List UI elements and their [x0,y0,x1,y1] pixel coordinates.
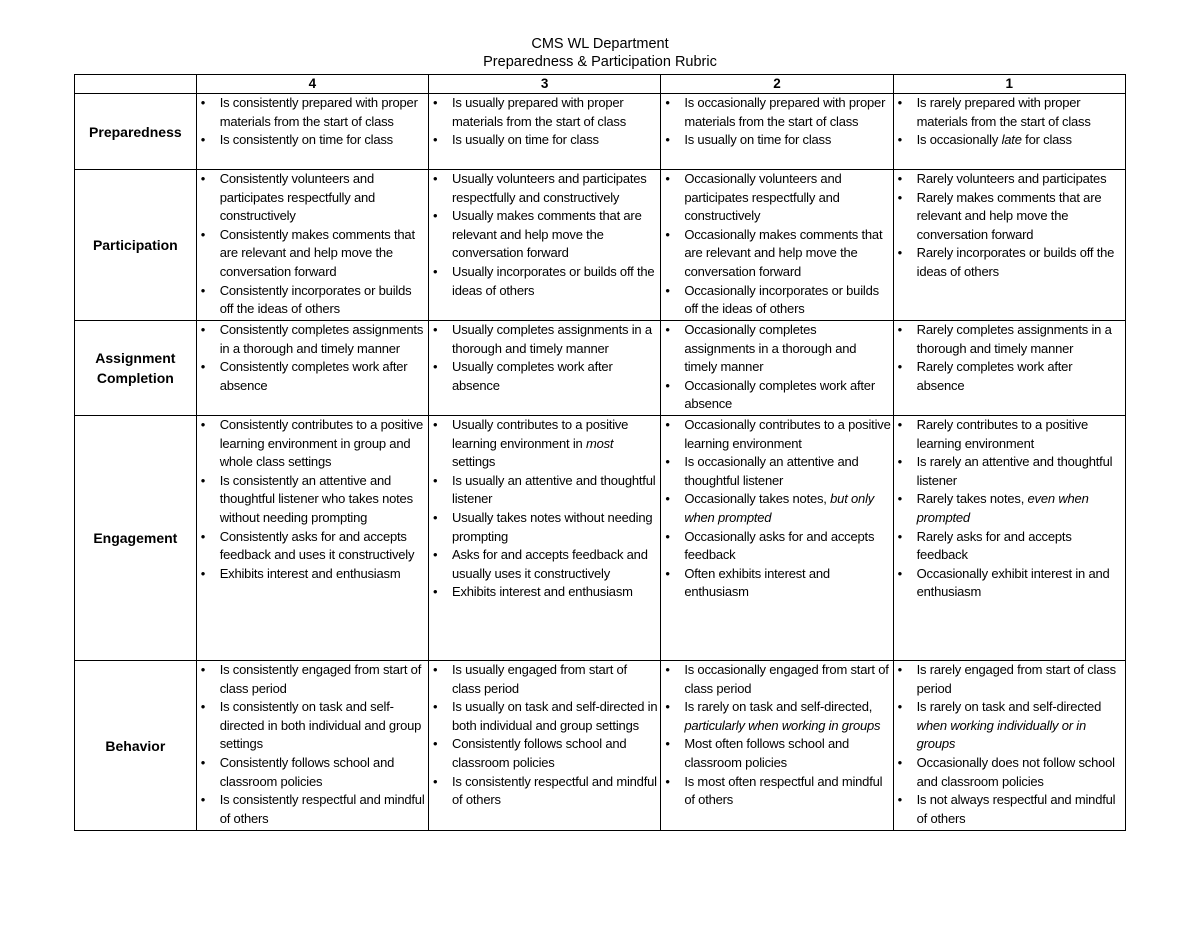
criterion-item [429,546,658,583]
header-row [75,75,1126,94]
criterion-item [429,509,658,546]
criterion-text: Rarely completes work after absence [916,359,1073,393]
criterion-item [429,321,658,358]
rubric-cell-score-4 [196,94,428,170]
header-cell-score-4: 4 [196,75,428,94]
criterion-item [429,735,658,772]
criterion-item [894,358,1123,395]
criterion-item [894,754,1123,791]
criterion-text: Usually makes comments that are relevant and help move the conversation forward [452,208,642,261]
criteria-list [197,170,428,319]
criterion-text: Consistently makes comments that are relevant and help move the conversation forward [219,226,415,279]
criterion-item [429,207,658,263]
criterion-text: Exhibits interest and enthusiasm [452,584,633,600]
criterion-text: Rarely takes notes, [916,491,1028,507]
criterion-text: Is occasionally engaged from start of class period [684,662,889,696]
criteria-list [197,661,428,828]
criterion-item [429,661,658,698]
criterion-item [197,754,426,791]
criterion-text: Is usually on task and self-directed in both individual and group settings [452,699,658,733]
criterion-item [661,321,890,377]
criterion-item [661,698,890,735]
criterion-item [197,791,426,828]
criterion-item [661,528,890,565]
criterion-item [894,416,1123,453]
criterion-text: Occasionally incorporates or builds off the ideas of others [684,282,879,317]
rubric-cell-score-3 [429,170,661,321]
rubric-cell-score-3 [429,94,661,170]
criterion-text: Consistently completes work after absence [219,359,408,393]
rubric-cell-score-1 [893,321,1125,416]
criterion-text: Occasionally completes work after absence [684,377,875,412]
criteria-list [429,661,660,810]
criterion-text: Often exhibits interest and enthusiasm [684,565,830,600]
rubric-cell-score-1 [893,170,1125,321]
criterion-item [197,358,426,395]
criterion-item [661,490,890,527]
criterion-text: Usually contributes to a positive learning environment in [452,417,629,451]
criteria-list [429,170,660,300]
criterion-text: Rarely volunteers and participates [916,171,1107,186]
criterion-text: Is usually an attentive and thoughtful listener [452,472,656,507]
criterion-item [197,528,426,565]
criterion-item [429,263,658,300]
criteria-list [661,94,892,150]
criterion-text: Usually completes work after absence [452,359,613,393]
criterion-text: Is occasionally an attentive and thoughtful listener [684,454,859,488]
criterion-item [894,661,1123,698]
criterion-text: Consistently volunteers and participates respectfully and constructively [219,171,376,224]
criterion-text: Usually incorporates or builds off the ideas of others [452,263,655,298]
criterion-text: Most often follows school and classroom policies [684,736,850,770]
criterion-item [894,490,1123,527]
criterion-text: Is consistently on time for class [219,132,393,148]
criterion-text: Consistently incorporates or builds off the ideas of others [219,282,412,317]
rubric-cell-score-4 [196,170,428,321]
criterion-item [894,94,1123,131]
criterion-item [429,131,658,150]
criterion-item [197,321,426,358]
rubric-cell-score-3 [429,416,661,661]
criterion-item [894,453,1123,490]
criterion-text: Rarely contributes to a positive learning environment [916,417,1088,451]
criterion-item [661,226,890,282]
criterion-text-italic: particularly when working in groups [684,717,881,733]
criteria-list [661,170,892,319]
criteria-list [894,321,1125,395]
criterion-text: Consistently completes assignments in a thorough and timely manner [219,322,424,356]
criterion-text: Rarely asks for and accepts feedback [916,528,1072,563]
criterion-text: Is usually prepared with proper materials from the start of class [452,95,627,129]
category-label: Participation [75,170,197,321]
criteria-list [661,321,892,414]
criteria-list [894,170,1125,282]
criterion-item [197,131,426,150]
criterion-item [894,321,1123,358]
category-label: Engagement [75,416,197,661]
rubric-cell-score-4 [196,321,428,416]
criterion-item [197,226,426,282]
criteria-list [429,321,660,395]
criterion-text: Consistently follows school and classroom policies [452,736,627,770]
criterion-text: Is rarely prepared with proper materials from the start of class [916,95,1091,129]
criteria-list [894,94,1125,150]
header-cell-score-2: 2 [661,75,893,94]
criteria-list [197,321,428,395]
criteria-list [661,416,892,602]
criterion-text: Usually takes notes without needing prompting [452,509,653,544]
criterion-text: Is rarely engaged from start of class period [916,662,1116,696]
criterion-item [661,94,890,131]
category-label: Preparedness [75,94,197,170]
criterion-item [429,94,658,131]
criterion-text: Is usually on time for class [452,132,599,148]
rubric-row-behavior [75,661,1126,831]
criterion-text: Consistently contributes to a positive learning environment in group and whole class settings [219,417,424,470]
header-cell-score-3: 3 [429,75,661,94]
criterion-item [661,377,890,414]
rubric-row-participation [75,170,1126,321]
criterion-text: Is rarely on task and self-directed [916,699,1102,715]
criterion-text: Is occasionally prepared with proper materials from the start of class [684,95,886,129]
rubric-row-preparedness [75,94,1126,170]
criteria-list [429,416,660,602]
criterion-text: Occasionally exhibit interest in and enthusiasm [916,565,1110,600]
rubric-cell-score-4 [196,416,428,661]
criterion-text: Occasionally contributes to a positive learning environment [684,417,891,451]
title-line-rubric: Preparedness & Participation Rubric [483,54,717,70]
criterion-text: Occasionally completes assignments in a thorough and timely manner [684,322,857,375]
rubric-row-assignment-completion [75,321,1126,416]
rubric-cell-score-3 [429,661,661,831]
criterion-text-italic: even when prompted [916,491,1089,525]
rubric-cell-score-4 [196,661,428,831]
rubric-cell-score-1 [893,661,1125,831]
criterion-text: Usually completes assignments in a thorough and timely manner [452,322,652,356]
criterion-text: Is consistently an attentive and thoughtful listener who takes notes without needing prompting [219,472,413,525]
criterion-text: Occasionally does not follow school and classroom policies [916,754,1115,789]
criteria-list [894,661,1125,828]
rubric-cell-score-2 [661,321,893,416]
criterion-item [197,565,426,584]
criterion-item [661,773,890,810]
rubric-table [74,74,1126,831]
criterion-item [429,773,658,810]
criterion-item [661,170,890,226]
criterion-text: Consistently asks for and accepts feedback and uses it constructively [219,528,415,563]
criterion-item [661,661,890,698]
criterion-text: Usually volunteers and participates respectfully and constructively [452,171,647,205]
criterion-item [197,416,426,472]
category-label: Behavior [75,661,197,831]
criterion-text: Is consistently engaged from start of class period [219,662,422,696]
criterion-text: Rarely completes assignments in a thorough and timely manner [916,322,1112,356]
title-line-department: CMS WL Department [531,36,669,52]
rubric-row-engagement [75,416,1126,661]
criterion-text-italic: but only when prompted [684,491,875,525]
criterion-text: Is consistently respectful and mindful of others [219,792,425,826]
category-label: Assignment Completion [75,321,197,416]
criterion-text: Occasionally makes comments that are relevant and help move the conversation forward [684,226,883,279]
criterion-item [894,565,1123,602]
criterion-item [197,170,426,226]
criterion-text: Rarely makes comments that are relevant and help move the conversation forward [916,189,1102,242]
criterion-item [429,698,658,735]
criteria-list [429,94,660,150]
criterion-item [429,170,658,207]
criterion-item [894,244,1123,281]
criterion-text: Is consistently on task and self-directed in both individual and group settings [219,699,422,752]
criterion-item [661,282,890,319]
criterion-item [197,698,426,754]
criterion-item [429,472,658,509]
rubric-cell-score-1 [893,94,1125,170]
criterion-text: Exhibits interest and enthusiasm [219,565,401,581]
criterion-item [661,453,890,490]
criterion-text: Occasionally takes notes, [684,491,831,507]
criterion-text: Is consistently prepared with proper materials from the start of class [219,95,418,129]
criteria-list [197,416,428,583]
criterion-text: Occasionally asks for and accepts feedback [684,528,875,563]
rubric-cell-score-1 [893,416,1125,661]
header-cell-score-1: 1 [893,75,1125,94]
criterion-item [894,528,1123,565]
criterion-item [661,131,890,150]
criteria-list [197,94,428,150]
criterion-item [894,131,1123,150]
rubric-body [75,94,1126,831]
criterion-text: Is usually engaged from start of class period [452,662,627,696]
criterion-item [894,791,1123,828]
criterion-text: Is rarely on task and self-directed, [684,699,873,715]
criterion-item [429,358,658,395]
criterion-text: Consistently follows school and classroom policies [219,754,395,789]
rubric-cell-score-2 [661,416,893,661]
rubric-cell-score-2 [661,661,893,831]
criterion-item [661,735,890,772]
criterion-item [197,282,426,319]
criterion-item [894,170,1123,189]
criterion-text: for class [1021,132,1072,148]
criterion-text: Is not always respectful and mindful of others [916,792,1116,826]
criterion-text: Is usually on time for class [684,132,832,148]
criterion-text: Asks for and accepts feedback and usually uses it constructively [452,547,648,581]
criterion-item [429,583,658,602]
criterion-text: Occasionally volunteers and participates respectfully and constructively [684,171,842,224]
rubric-cell-score-2 [661,94,893,170]
criterion-item [894,189,1123,245]
criterion-text: Is occasionally [916,132,1002,148]
criterion-item [197,661,426,698]
criterion-text: Is most often respectful and mindful of others [684,773,883,808]
criteria-list [661,661,892,810]
criterion-text: settings [452,454,496,470]
criterion-text-italic: late [1001,132,1022,148]
criterion-item [197,94,426,131]
criterion-text: Rarely incorporates or builds off the ideas of others [916,245,1115,279]
criterion-text-italic: most [585,435,614,451]
rubric-cell-score-3 [429,321,661,416]
criterion-item [661,565,890,602]
criteria-list [894,416,1125,602]
criterion-text-italic: when working individually or in groups [916,717,1087,752]
criterion-text: Is rarely an attentive and thoughtful listener [916,454,1113,488]
criterion-item [661,416,890,453]
criterion-item [429,416,658,472]
criterion-item [894,698,1123,754]
document-title [0,35,1200,71]
criterion-text: Is consistently respectful and mindful of others [452,773,657,808]
header-cell-category [75,75,197,94]
criterion-item [197,472,426,528]
rubric-cell-score-2 [661,170,893,321]
